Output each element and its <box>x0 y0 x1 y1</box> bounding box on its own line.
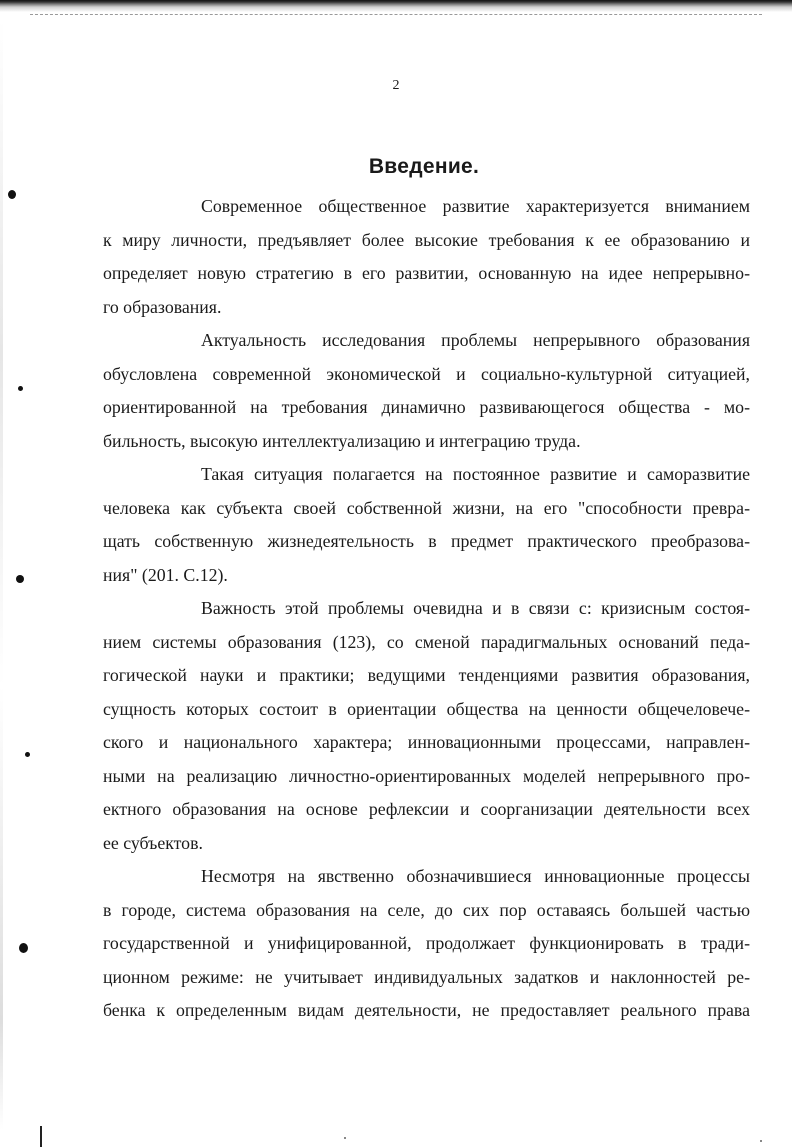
text-line: обусловлена современной экономической и социально-культурной ситуацией, <box>103 363 750 384</box>
text-line: к миру личности, предъявляет более высокие требования к ее образованию и <box>103 229 750 250</box>
punch-hole-mark <box>25 752 30 757</box>
punch-hole-mark <box>8 190 16 199</box>
text-line: Важность этой проблемы очевидна и в связи с: кризисным состоя- <box>201 598 750 618</box>
text-line: ектного образования на основе рефлексии и соорганизации деятельности всех <box>103 799 750 819</box>
text-line: го образования. <box>103 296 222 317</box>
text-line: Такая ситуация полагается на постоянное развитие и саморазвитие <box>201 464 750 484</box>
text-line: государственной и унифицированной, продолжает функционировать в тради- <box>103 933 750 953</box>
text-line: ориентированной на требования динамично развивающегося общества - мо- <box>103 397 750 417</box>
paragraph <box>103 324 750 458</box>
text-line: ными на реализацию личностно-ориентированных моделей непрерывного про- <box>103 765 750 786</box>
text-line: сущность которых состоит в ориентации общества на ценности общечеловече- <box>103 698 750 719</box>
text-line: бенка к определенным видам деятельности, не предоставляет реального права <box>103 1000 750 1020</box>
paragraph <box>103 458 750 592</box>
scan-top-dash <box>30 14 762 15</box>
text-line: ния" (201. С.12). <box>103 564 228 585</box>
punch-hole-mark <box>18 386 23 391</box>
page-title: Введение. <box>368 155 480 178</box>
punch-hole-mark <box>19 943 28 953</box>
page-number: 2 <box>392 78 400 93</box>
text-line: ского и национального характера; инновационными процессами, направлен- <box>103 732 750 752</box>
text-line: щать собственную жизнедеятельность в предмет практического преобразова- <box>103 531 750 551</box>
scan-left-edge <box>0 20 3 1130</box>
paragraph <box>103 860 750 1028</box>
scan-top-border <box>0 0 792 12</box>
scan-speck <box>760 1140 762 1142</box>
punch-hole-mark <box>16 575 24 583</box>
text-line: ционном режиме: не учитывает индивидуальных задатков и наклонностей ре- <box>103 966 750 987</box>
text-line: определяет новую стратегию в его развитии, основанную на идее непрерывно- <box>103 263 750 283</box>
text-line: человека как субъекта своей собственной жизни, на его "способности превра- <box>103 497 750 518</box>
scan-bottom-mark <box>40 1126 42 1147</box>
text-line: гогической науки и практики; ведущими тенденциями развития образования, <box>103 665 750 685</box>
text-line: ее субъектов. <box>103 832 203 853</box>
document-body <box>103 190 750 1028</box>
text-line: в городе, система образования на селе, до сих пор оставаясь большей частью <box>103 899 750 920</box>
scan-speck <box>344 1137 346 1139</box>
text-line: бильность, высокую интеллектуализацию и интеграцию труда. <box>103 430 581 451</box>
text-line: Актуальность исследования проблемы непрерывного образования <box>201 330 750 350</box>
text-line: Несмотря на явственно обозначившиеся инновационные процессы <box>201 866 750 886</box>
text-line: нием системы образования (123), со сменой парадигмальных оснований педа- <box>103 631 750 652</box>
paragraph <box>103 592 750 860</box>
paragraph <box>103 190 750 324</box>
text-line: Современное общественное развитие характеризуется вниманием <box>201 196 750 216</box>
